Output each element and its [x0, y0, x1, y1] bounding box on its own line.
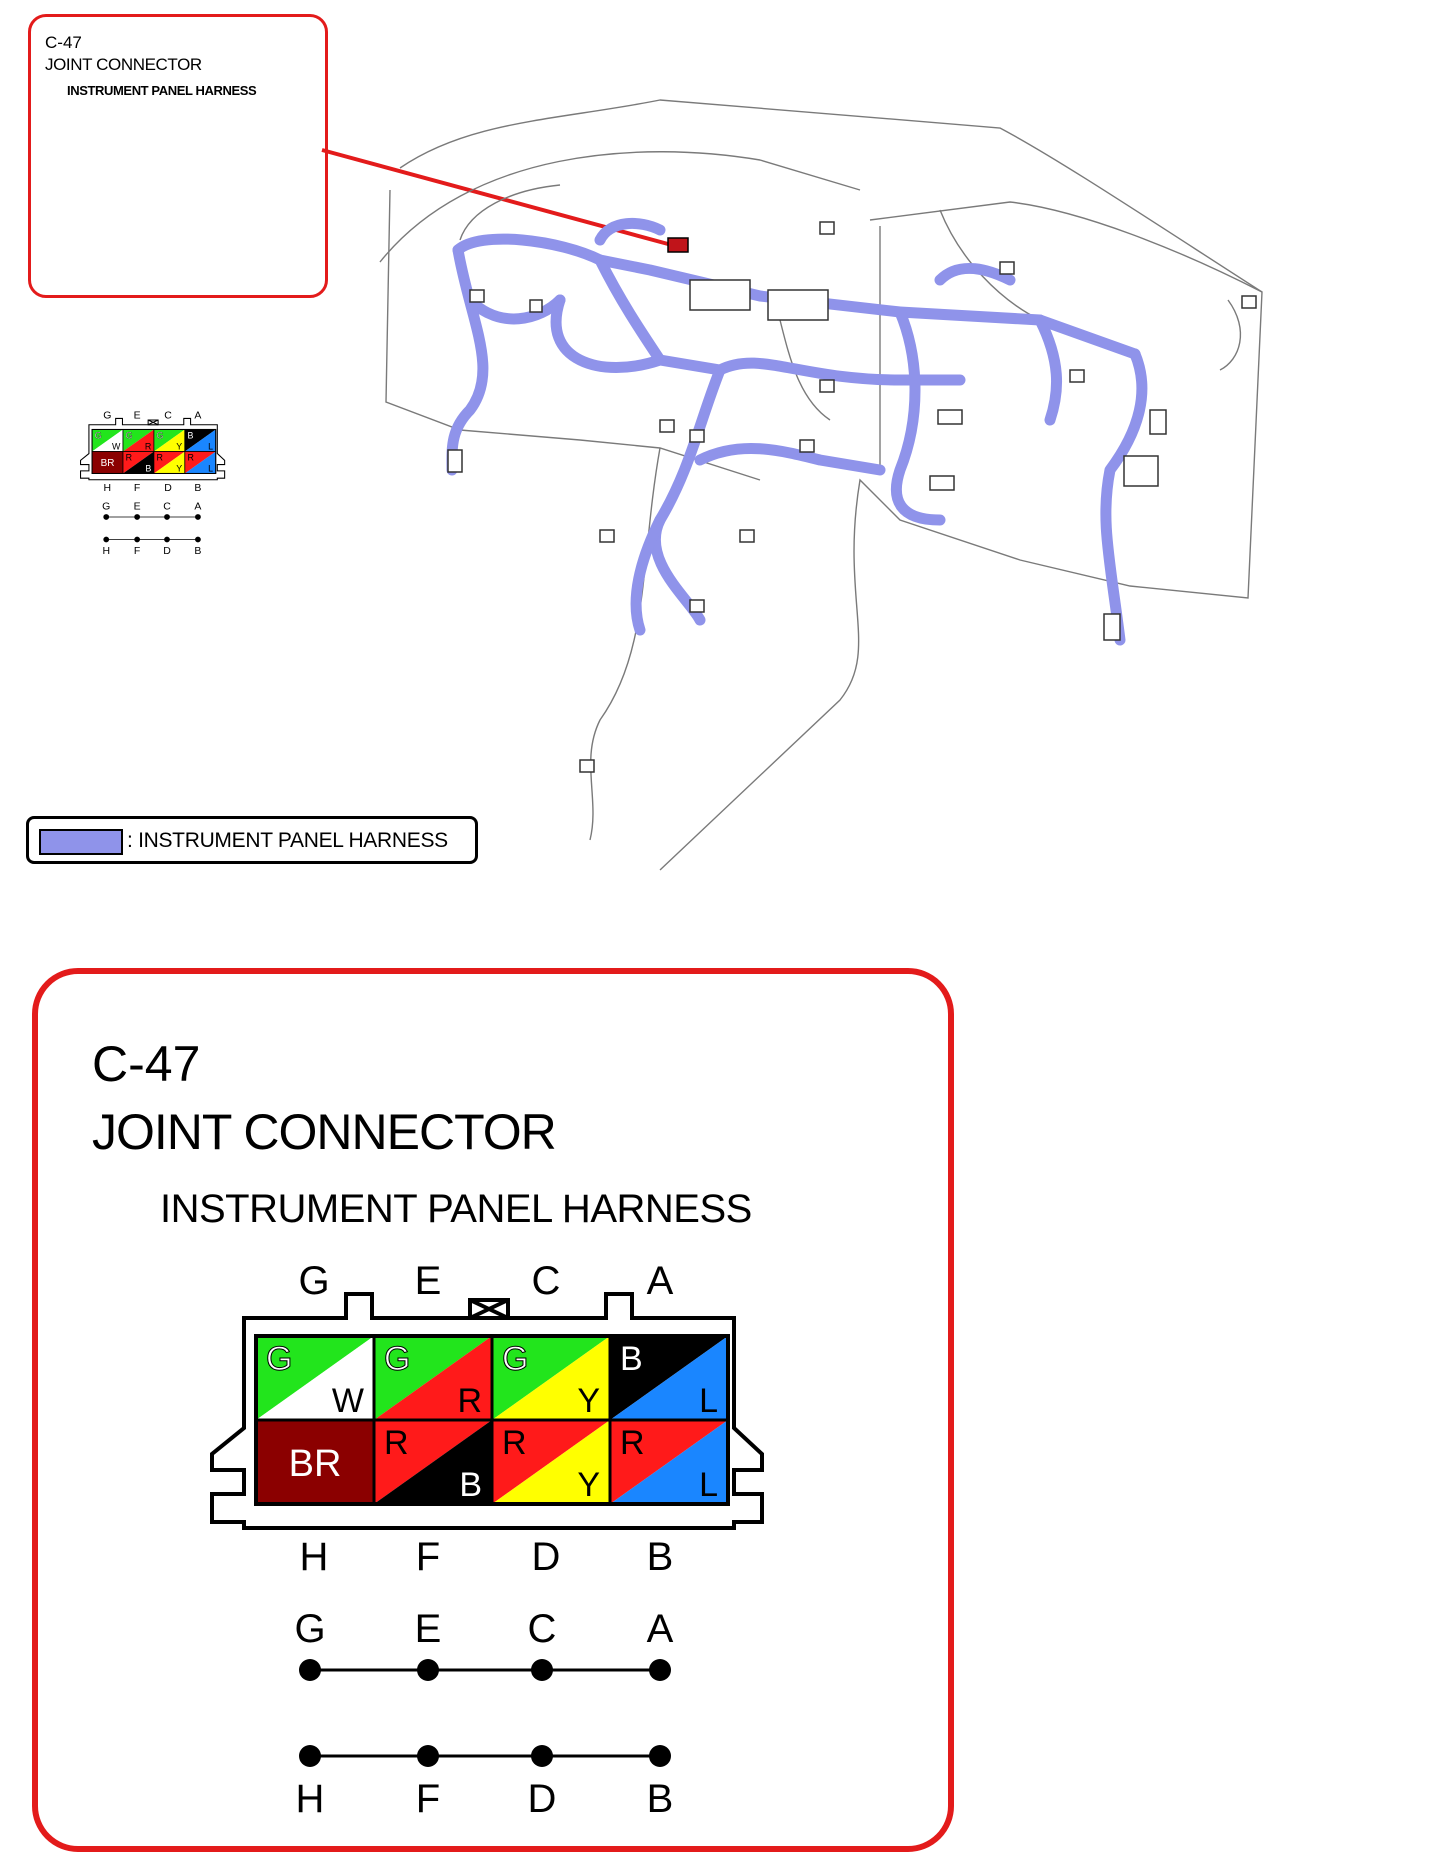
wire-color-label: L [208, 463, 214, 474]
circuit-pin-label: C [527, 1607, 557, 1651]
wire-color-label: W [111, 441, 121, 452]
wire-color-label: R [125, 452, 133, 463]
legend-swatch [39, 829, 123, 855]
pin-label-top: E [414, 1259, 442, 1303]
joint-dot [531, 1659, 553, 1681]
pin-label-bottom: H [299, 1535, 329, 1579]
connector-id: C-47 [92, 1036, 201, 1092]
wire-color-label: G [94, 430, 102, 441]
connector-detail-panel [32, 968, 954, 1852]
pin-label-bottom: D [531, 1535, 561, 1579]
wire-color-label: B [620, 1340, 643, 1378]
pin-cell-c [492, 1336, 610, 1420]
wire-color-label: G [266, 1340, 293, 1378]
circuit-pin-label: B [194, 546, 202, 558]
joint-dot [299, 1659, 321, 1681]
connector-face [212, 1259, 762, 1821]
wire-color-label: R [144, 441, 152, 452]
wire-color-label: R [457, 1382, 482, 1420]
pin-cell-h [256, 1420, 374, 1504]
wire-color-label: L [699, 1466, 718, 1504]
circuit-pin-label: E [133, 501, 141, 513]
wire-color-label: R [620, 1424, 645, 1462]
wire-color-label: G [384, 1340, 411, 1378]
circuit-pin-label: D [527, 1777, 557, 1821]
joint-dot [299, 1745, 321, 1767]
pin-label-top: G [103, 410, 112, 422]
pin-label-top: G [298, 1259, 330, 1303]
circuit-pin-label: G [102, 501, 111, 513]
circuit-pin-label: F [133, 546, 141, 558]
legend-label: : INSTRUMENT PANEL HARNESS [127, 829, 448, 852]
pin-cell-f [374, 1420, 492, 1504]
pin-label-bottom: B [194, 482, 202, 494]
connector-diagram-large [38, 974, 948, 1846]
joint-dot [417, 1745, 439, 1767]
circuit-pin-label: A [194, 501, 202, 513]
wire-color-label: Y [176, 463, 183, 474]
joint-dot [531, 1745, 553, 1767]
wire-color-label: W [331, 1382, 364, 1420]
pin-label-top: C [531, 1259, 561, 1303]
circuit-pin-label: H [102, 546, 111, 558]
wire-color-label: L [699, 1382, 718, 1420]
wire-color-label: BR [288, 1443, 342, 1485]
wire-color-label: B [187, 430, 194, 441]
pin-cell-b [610, 1420, 728, 1504]
instrument-panel-harness [452, 223, 1142, 640]
wire-color-label: G [125, 430, 133, 441]
wire-color-label: R [187, 452, 194, 463]
pin-label-bottom: F [133, 482, 141, 494]
circuit-pin-label: F [415, 1777, 441, 1821]
wire-color-label: BR [100, 458, 115, 470]
pin-cell-e [374, 1336, 492, 1420]
pin-cell-g [256, 1336, 374, 1420]
pin-cell-d [492, 1420, 610, 1504]
pin-label-bottom: F [415, 1535, 441, 1579]
wire-color-label: R [156, 452, 163, 463]
circuit-pin-label: H [295, 1777, 325, 1821]
dashboard-harness-illustration [0, 0, 1430, 900]
c47-connector-marker [668, 238, 688, 252]
pin-label-top: E [133, 410, 141, 422]
joint-dot [649, 1659, 671, 1681]
wire-color-label: G [156, 430, 164, 441]
wire-color-label: L [208, 441, 214, 452]
wire-color-label: B [459, 1466, 482, 1504]
pin-label-bottom: D [164, 482, 172, 494]
circuit-pin-label: G [294, 1607, 326, 1651]
circuit-pin-label: E [414, 1607, 442, 1651]
pin-cell-a [610, 1336, 728, 1420]
harness-legend [26, 816, 478, 864]
wire-color-label: Y [176, 441, 183, 452]
pin-label-top: C [164, 410, 172, 422]
circuit-pin-label: C [163, 501, 171, 513]
pin-label-top: A [646, 1259, 674, 1303]
pin-label-bottom: H [103, 482, 112, 494]
connector-title: JOINT CONNECTOR [92, 1104, 556, 1160]
joint-dot [649, 1745, 671, 1767]
circuit-pin-label: A [646, 1607, 674, 1651]
pin-label-bottom: B [646, 1535, 674, 1579]
circuit-pin-label: B [646, 1777, 674, 1821]
harness-name-small: INSTRUMENT PANEL HARNESS [67, 83, 257, 98]
harness-name: INSTRUMENT PANEL HARNESS [160, 1187, 752, 1231]
wire-color-label: G [502, 1340, 529, 1378]
wire-color-label: R [502, 1424, 527, 1462]
wire-color-label: Y [577, 1466, 600, 1504]
circuit-pin-label: D [163, 546, 171, 558]
wire-color-label: Y [577, 1382, 600, 1420]
pin-label-top: A [194, 410, 202, 422]
joint-dot [417, 1659, 439, 1681]
wire-color-label: B [145, 463, 152, 474]
wire-color-label: R [384, 1424, 409, 1462]
connector-id-small: C-47 [45, 33, 82, 52]
connector-title-small: JOINT CONNECTOR [45, 55, 202, 74]
